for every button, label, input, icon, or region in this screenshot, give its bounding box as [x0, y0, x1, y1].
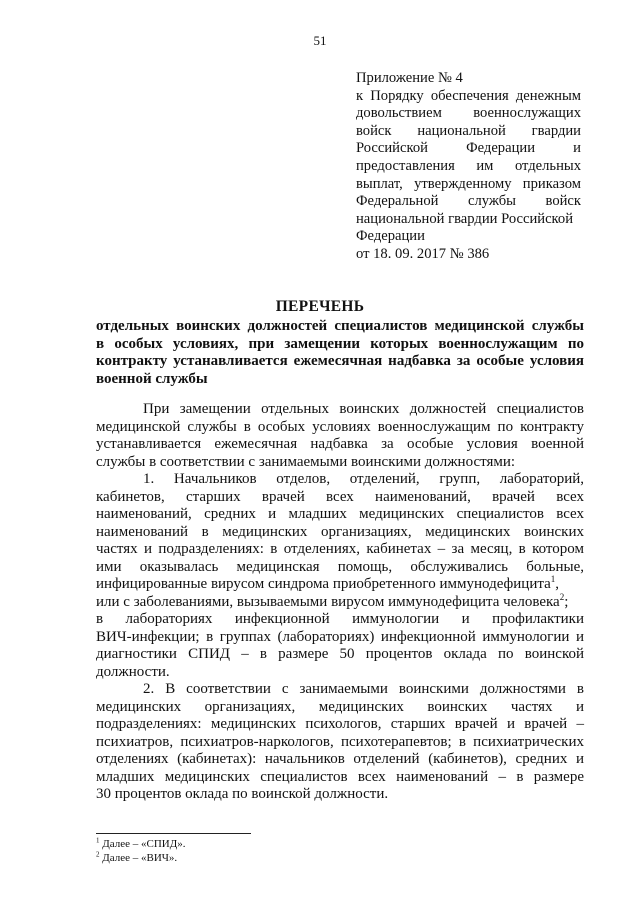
paragraph-line: должности. [96, 663, 170, 680]
appendix-date-line: от 18. 09. 2017 № 386 [356, 245, 490, 262]
footnote-mark: 1 [96, 836, 100, 845]
paragraph-line: При замещении отдельных воинских должностей специалистов [143, 401, 584, 417]
document-body [96, 401, 584, 804]
appendix-header [356, 70, 581, 264]
paragraph-line: младших медицинских специалистов всех наименований – в размере [96, 768, 584, 785]
subtitle-line: в особых условиях, при замещении которых военнослужащим по [96, 335, 584, 352]
footnote-mark: 2 [96, 849, 100, 858]
appendix-line: Приложение № 4 [356, 70, 463, 86]
footnote [96, 838, 185, 852]
footnotes [96, 838, 185, 865]
document-subtitle [96, 318, 584, 388]
subtitle-line: отдельных воинских должностей специалистов медицинской службы [96, 318, 584, 334]
punctuation: , [555, 576, 559, 592]
paragraph-line: психиатров, психиатров-наркологов, психотерапевтов; в психиатрических [96, 733, 584, 750]
punctuation: ; [564, 593, 569, 610]
page-number: 51 [313, 33, 327, 48]
paragraph-text: инфицированные вирусом синдрома приобретенного иммунодефицита [96, 576, 551, 592]
item-1-paragraph [96, 471, 584, 681]
paragraph-line: 2. В соответствии с занимаемыми воинскими должностями в [143, 681, 584, 697]
paragraph-line: в лабораториях инфекционной иммунологии и профилактики [96, 611, 584, 627]
paragraph-line: медицинских организациях, медицинских воинских частях и [96, 698, 584, 715]
paragraph-line: службы в соответствии с занимаемыми воинскими должностями: [96, 453, 516, 470]
paragraph-text: или с заболеваниями, вызываемыми вирусом иммунодефицита человека [96, 593, 560, 610]
paragraph-line: 30 процентов оклада по воинской должности. [96, 786, 389, 802]
appendix-line: довольствием военнослужащих [356, 105, 581, 122]
paragraph-line: ВИЧ-инфекции; в группах (лабораториях) инфекционной иммунологии и [96, 628, 584, 645]
appendix-line: Федеральной службы войск [356, 193, 581, 210]
intro-paragraph [96, 401, 584, 471]
paragraph-line-with-footnote [96, 591, 584, 612]
appendix-line: национальной гвардии Российской [356, 210, 574, 227]
appendix-line: Российской Федерации и [356, 140, 581, 157]
appendix-line: войск национальной гвардии [356, 122, 581, 139]
paragraph-line: наименований, средних и младших медицинских специалистов всех [96, 506, 584, 522]
paragraph-line: 1. Начальников отделов, отделений, групп, лабораторий, [143, 471, 584, 487]
paragraph-line: подразделениях: медицинских психологов, старших врачей и врачей – [96, 716, 584, 732]
paragraph-line: медицинской службы в особых условиях военнослужащим по контракту [96, 418, 584, 435]
subtitle-line: военной службы [96, 370, 208, 387]
footnote [96, 849, 185, 866]
footnote-divider [96, 833, 251, 834]
paragraph-line: частях и подразделениях: в отделениях, кабинетах – за месяц, в котором [96, 541, 584, 557]
paragraph-line: устанавливается ежемесячная надбавка за особые условия военной [96, 436, 584, 452]
appendix-line: выплат, утвержденному приказом [356, 175, 581, 192]
item-2-paragraph [96, 681, 584, 804]
appendix-line: Федерации [356, 228, 425, 245]
footnote-ref: 2 [559, 591, 565, 602]
footnote-ref: 1 [550, 574, 556, 584]
document-title: ПЕРЕЧЕНЬ [275, 298, 365, 315]
subtitle-line: контракту устанавливается ежемесячная надбавка за особые условия [96, 353, 584, 369]
paragraph-line: отделениях (кабинетах): начальников отделений (кабинетов), средних и [96, 751, 584, 767]
paragraph-line: кабинетов, старших врачей всех наименований, врачей всех [96, 488, 584, 505]
appendix-line: к Порядку обеспечения денежным [356, 87, 581, 104]
footnote-text: Далее – «СПИД». [102, 838, 186, 850]
footnote-text: Далее – «ВИЧ». [102, 851, 178, 864]
paragraph-line-with-footnote [96, 576, 584, 594]
paragraph-line: ими оказывалась медицинская помощь, обслуживались больные, [96, 558, 584, 575]
paragraph-line: диагностики СПИД – в размере 50 процентов оклада по воинской [96, 646, 584, 662]
paragraph-line: наименований в медицинских организациях, медицинских воинских [96, 523, 584, 540]
appendix-line: предоставления им отдельных [356, 157, 581, 174]
